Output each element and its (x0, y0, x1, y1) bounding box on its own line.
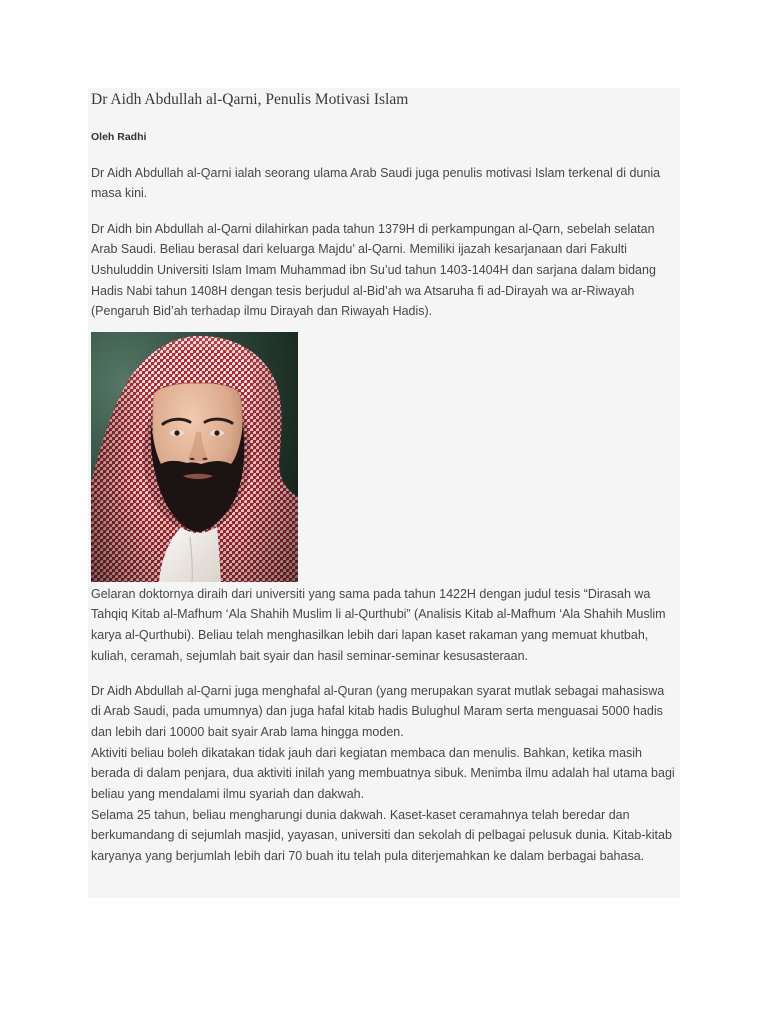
paragraph-line: Dr Aidh bin Abdullah al-Qarni dilahirkan pada tahun 1379H di perkampungan al-Qarn, sebelah selatan (91, 221, 655, 236)
paragraph-line: Dr Aidh Abdullah al-Qarni ialah seorang ulama Arab Saudi juga penulis motivasi Islam terkenal di dunia (91, 165, 661, 180)
paragraph-line: di Arab Saudi, pada umumnya) dan juga hafal kitab hadis Bulughul Maram serta menguasai 5000 hadis (91, 704, 663, 719)
paragraph-line: berkumandang di sejumlah masjid, yayasan, universiti dan sekolah di pelbagai pelusuk dunia. Kitab-kitab (91, 828, 672, 843)
article-title: Dr Aidh Abdullah al-Qarni, Penulis Motivasi Islam (91, 91, 409, 108)
paragraph (91, 584, 666, 667)
right-eye (210, 430, 224, 436)
paragraph (91, 681, 675, 867)
paragraph-line: karya al-Qurthubi). Beliau telah menghasilkan lebih dari lapan kaset rakaman yang memuat khutbah, (91, 627, 649, 642)
paragraph-line: (Pengaruh Bid’ah terhadap ilmu Dirayah dan Riwayah Hadis). (91, 304, 433, 319)
author-portrait-image (91, 332, 298, 582)
paragraph-line: Tahqiq Kitab al-Mafhum ‘Ala Shahih Muslim li al-Qurthubi” (Analisis Kitab al-Mafhum ‘Ala Shahih Muslim (91, 607, 666, 622)
article-panel (88, 88, 680, 898)
left-eye (170, 430, 184, 436)
paragraph (91, 163, 660, 204)
paragraph-line: Hadis Nabi tahun 1408H dengan tesis berjudul al-Bid’ah wa Atsaruha fi ad-Dirayah wa ar-Riwayah (91, 283, 635, 298)
paragraph-line: dan lebih dari 10000 bait syair Arab lama hingga moden. (91, 724, 404, 739)
paragraph-line: kuliah, ceramah, sejumlah bait syair dan hasil seminar-seminar kesusasteraan. (91, 648, 529, 663)
paragraph-line: masa kini. (91, 186, 148, 201)
byline: Oleh Radhi (91, 131, 147, 143)
paragraph (91, 219, 656, 322)
paragraph-line: berada di dalam penjara, dua aktiviti inilah yang membuatnya sibuk. Menimba ilmu adalah hal utama bagi (91, 766, 675, 781)
paragraph-line: Gelaran doktornya diraih dari universiti yang sama pada tahun 1422H dengan judul tesis “Dirasah wa (91, 586, 651, 601)
paragraph-line: karyanya yang berjumlah lebih dari 70 buah itu telah pula diterjemahkan ke dalam berbagai bahasa. (91, 849, 645, 864)
paragraph-line: Dr Aidh Abdullah al-Qarni juga menghafal al-Quran (yang merupakan syarat mutlak sebagai mahasiswa (91, 683, 665, 698)
paragraph-line: beliau yang mendalami ilmu syariah dan dakwah. (91, 787, 365, 802)
paragraph-line: Ushuluddin Universiti Islam Imam Muhammad ibn Su’ud tahun 1403-1404H dan sarjana dalam bidang (91, 262, 656, 277)
paragraph-line: Arab Saudi. Beliau berasal dari keluarga Majdu’ al-Qarni. Memiliki ijazah kesarjanaan dari Fakulti (91, 242, 627, 257)
paragraph-line: Aktiviti beliau boleh dikatakan tidak jauh dari kegiatan membaca dan menulis. Bahkan, ketika masih (91, 745, 643, 760)
paragraph-line: Selama 25 tahun, beliau mengharungi dunia dakwah. Kaset-kaset ceramahnya telah beredar dan (91, 807, 630, 822)
